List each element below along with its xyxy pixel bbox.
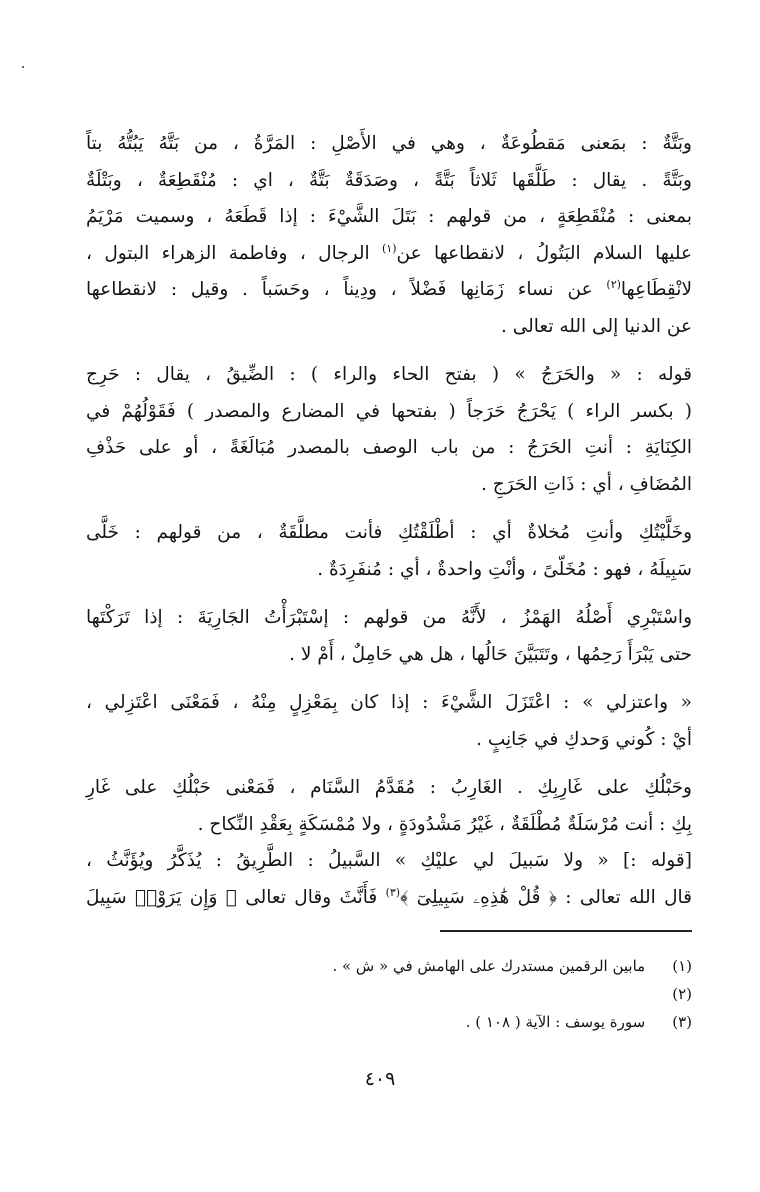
footnote-divider bbox=[440, 930, 692, 932]
text-line: حتى يَبْرَأَ رَحِمُها ، وتَتَبَيَّنَ حَالُها ، هل هي حَامِلٌ ، أَمْ لا . bbox=[289, 643, 692, 665]
text-line: بمعنى : مُنْقَطِعَةٍ ، من قولهم : بَتَلَ الشَّيْءَ : إذا قَطَعَهُ ، وسميت مَرْيَمُ bbox=[86, 206, 692, 227]
text-line: « واعتزلي » : اعْتَزَلَ الشَّيْءَ : إذا كان بِمَعْزِلٍ مِنْهُ ، فَمَعْنَى اعْتَزِلي ، bbox=[86, 692, 692, 713]
text-line: لانْقِطَاعِها$^{(٢)}$ عن نساء زَمَانِها فَضْلاً ، ودِيناً ، وحَسَباً . وقيل : لانقطاعها bbox=[86, 277, 692, 300]
text-line: أيْ : كُوني وَحدكِ في جَانِبٍ . bbox=[476, 728, 692, 750]
text-line: وخَلَّيْتُكِ وأنتِ مُخلاةٌ أي : أطْلَقْتُكِ فأنت مطلَّقَةٌ ، من قولهم : خَلَّى bbox=[86, 522, 692, 543]
text-line: قوله : « والحَرَجُ » ( بفتح الحاء والراء ) : الضِّيقُ ، يقال : حَرِج bbox=[86, 364, 692, 385]
text-line: واسْتَبْرِي أَصْلُهُ الهَمْزُ ، لأَنَّهُ من قولهم : إسْتَبْرَأْتُ الجَارِيَةَ : إذا تَرَكْتَها bbox=[86, 607, 692, 628]
text-line: [قوله :] « ولا سَبيلَ لي عليْكِ » السَّبيلُ : الطَّرِيقُ : يُذَكَّرُ ويُؤَنَّثُ ، bbox=[86, 850, 692, 871]
footnote-text: مابين الرقمين مستدرك على الهامش في « ش » . bbox=[332, 957, 646, 975]
text-line: عن الدنيا إلى الله تعالى . bbox=[500, 315, 692, 337]
footnote-mark: (١) bbox=[381, 241, 397, 255]
footnote-mark: (٢) bbox=[606, 277, 621, 291]
text-line: وبَتَّةً . يقال : طَلَّقَها ثَلاثاً بَتَّةً ، وصَدَقَةٌ بَتَّةٌ ، اي : مُنْقَطِعَةٌ ، وبَتْلَةٌ bbox=[86, 169, 692, 191]
footnote-text: سورة يوسف : الآية ( ١٠٨ ) . bbox=[465, 1013, 646, 1031]
footnote-mark: (٣) bbox=[385, 885, 401, 899]
text-line: عليها السلام البَتُولُ ، لانقطاعها عن$^{(١)}$ الرجال ، وفاطمة الزهراء البتول ، bbox=[86, 241, 692, 264]
text-line: سَبِيلَهُ ، فهو : مُخَلّىً ، وأنْتِ واحدةٌ ، أي : مُنفَرِدَةٌ . bbox=[317, 558, 692, 580]
footnote bbox=[150, 1008, 692, 1036]
text-line: المُضَافِ ، أي : ذَاتِ الحَرَجِ . bbox=[481, 473, 692, 495]
page-number: ٤٠٩ bbox=[364, 1068, 396, 1090]
footnote bbox=[150, 980, 692, 1008]
text-line: وبَتَّةٌ : بمَعنى مَقطُوعَةٌ ، وهي في الأَصْلِ : المَرَّةُ ، من بَتَّهُ يَبُتُّهُ بتاً bbox=[86, 133, 692, 154]
footnote bbox=[150, 952, 692, 980]
text-line: بِكِ : أنت مُرْسَلَةٌ مُطْلَقَةٌ ، غَيْرُ مَشْدُودَةٍ ، ولا مُمْسَكَةٍ بِعَقْدِ النِّكاح . bbox=[197, 813, 692, 835]
footnote-number: (٣) bbox=[672, 1013, 692, 1031]
margin-mark bbox=[22, 66, 24, 68]
text-line: ( بكسر الراء ) يَحْرَجُ حَرَجاً ( بفتحها في المضارع والمصدر ) فَقَوْلُهُمْ في bbox=[86, 400, 692, 422]
footnote-number: (١) bbox=[672, 957, 692, 975]
text-line: قال الله تعالى : ﴿ قُلْ هَٰذِهِۦ سَبِيلِىٓ ﴾$^{(٣)}$ فَأَنَّثَ وقال تعالى ﴿ وَإِن يَرَوْا۟ سَبِيلَ bbox=[86, 885, 692, 908]
main-text bbox=[86, 126, 692, 916]
text-line: الكِنَايَةِ : أنتِ الحَرَجُ : من باب الوصف بالمصدر مُبَالَغَةً ، أو على حَذْفِ bbox=[86, 437, 692, 458]
footnote-number: (٢) bbox=[672, 985, 692, 1003]
text-line: وحَبْلُكِ على غَارِبِكِ . الغَارِبُ : مُقَدَّمُ السَّنَام ، فَمَعْنى حَبْلُكِ على غَارِ bbox=[86, 777, 692, 798]
footnotes bbox=[150, 952, 692, 1036]
